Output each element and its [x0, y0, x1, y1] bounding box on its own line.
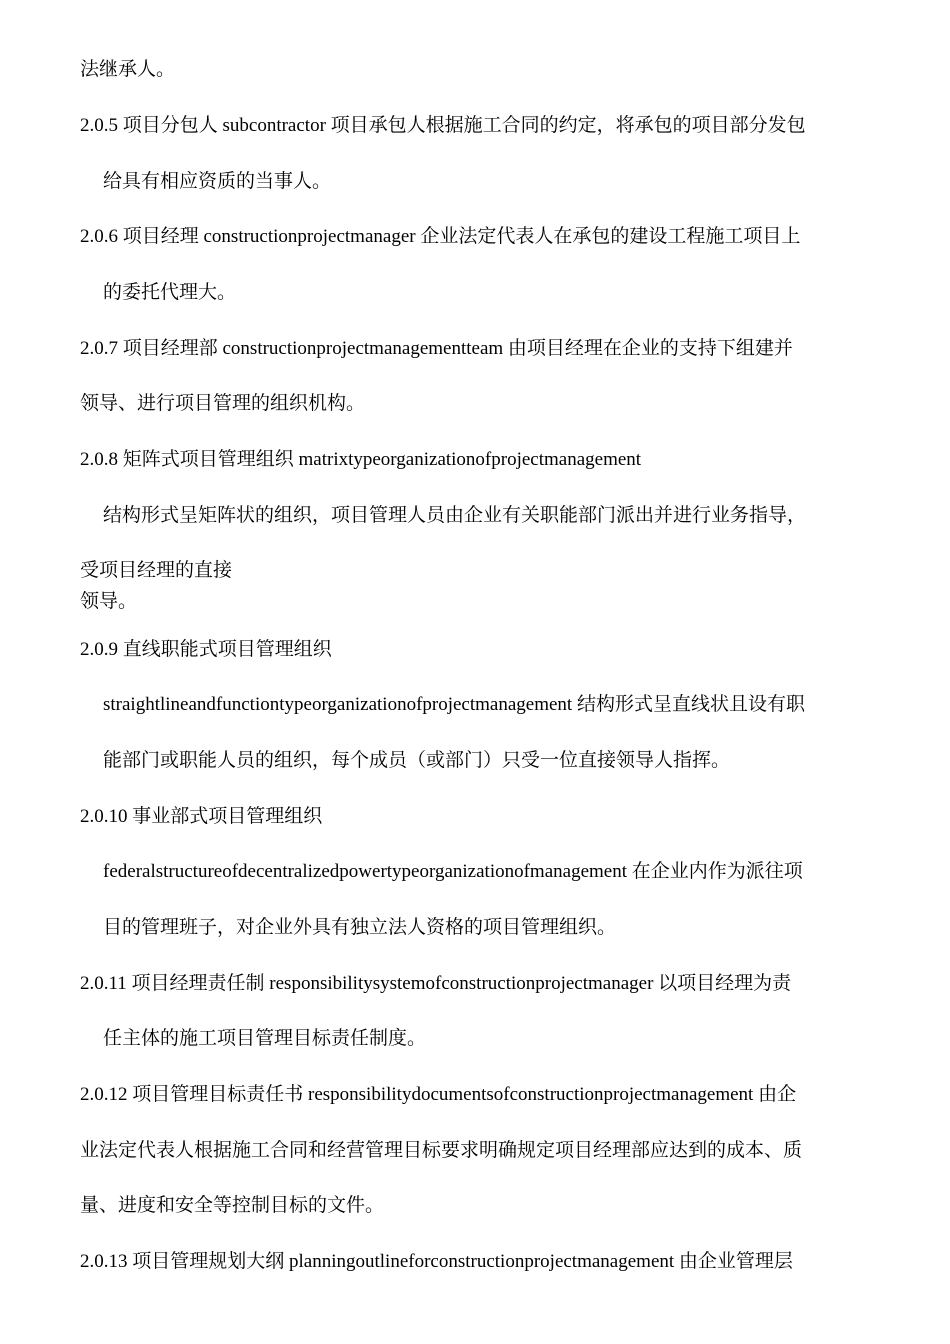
text-line: 2.0.7 项目经理部 constructionprojectmanagementteam 由项目经理在企业的支持下组建并	[80, 338, 793, 359]
text-line: 业法定代表人根据施工合同和经营管理目标要求明确规定项目经理部应达到的成本、质	[80, 1140, 803, 1161]
text-line: 能部门或职能人员的组织，每个成员（或部门）只受一位直接领导人指挥。	[103, 750, 731, 771]
text-line: 2.0.10 事业部式项目管理组织	[80, 806, 323, 827]
text-line: 任主体的施工项目管理目标责任制度。	[103, 1028, 427, 1049]
text-line: 2.0.5 项目分包人 subcontractor 项目承包人根据施工合同的约定，将承包的项目部分发包	[80, 115, 806, 136]
text-line: 结构形式呈矩阵状的组织，项目管理人员由企业有关职能部门派出并进行业务指导，	[103, 505, 807, 526]
text-line: straightlineandfunctiontypeorganizationofprojectmanagement 结构形式呈直线状且设有职	[103, 694, 805, 715]
text-line: 2.0.12 项目管理目标责任书 responsibilitydocumentsofconstructionprojectmanagement 由企	[80, 1084, 797, 1105]
text-line: 2.0.6 项目经理 constructionprojectmanager 企业法定代表人在承包的建设工程施工项目上	[80, 226, 801, 247]
text-line: 受项目经理的直接	[80, 560, 233, 581]
text-line: 领导、进行项目管理的组织机构。	[80, 393, 366, 414]
text-line: 2.0.11 项目经理责任制 responsibilitysystemofconstructionprojectmanager 以项目经理为责	[80, 973, 792, 994]
text-line: 2.0.8 矩阵式项目管理组织 matrixtypeorganizationofprojectmanagement	[80, 449, 642, 470]
text-line: 给具有相应资质的当事人。	[103, 171, 332, 192]
text-line: 的委托代理大。	[103, 282, 237, 303]
text-line: 2.0.9 直线职能式项目管理组织	[80, 639, 332, 660]
text-line: 领导。	[80, 591, 138, 612]
text-line: 2.0.13 项目管理规划大纲 planningoutlineforconstructionprojectmanagement 由企业管理层	[80, 1251, 793, 1272]
text-line: 量、进度和安全等控制目标的文件。	[80, 1195, 385, 1216]
text-line: federalstructureofdecentralizedpowertypeorganizationofmanagement 在企业内作为派往项	[103, 861, 803, 882]
text-line: 目的管理班子，对企业外具有独立法人资格的项目管理组织。	[103, 917, 617, 938]
text-line: 法继承人。	[80, 59, 176, 80]
